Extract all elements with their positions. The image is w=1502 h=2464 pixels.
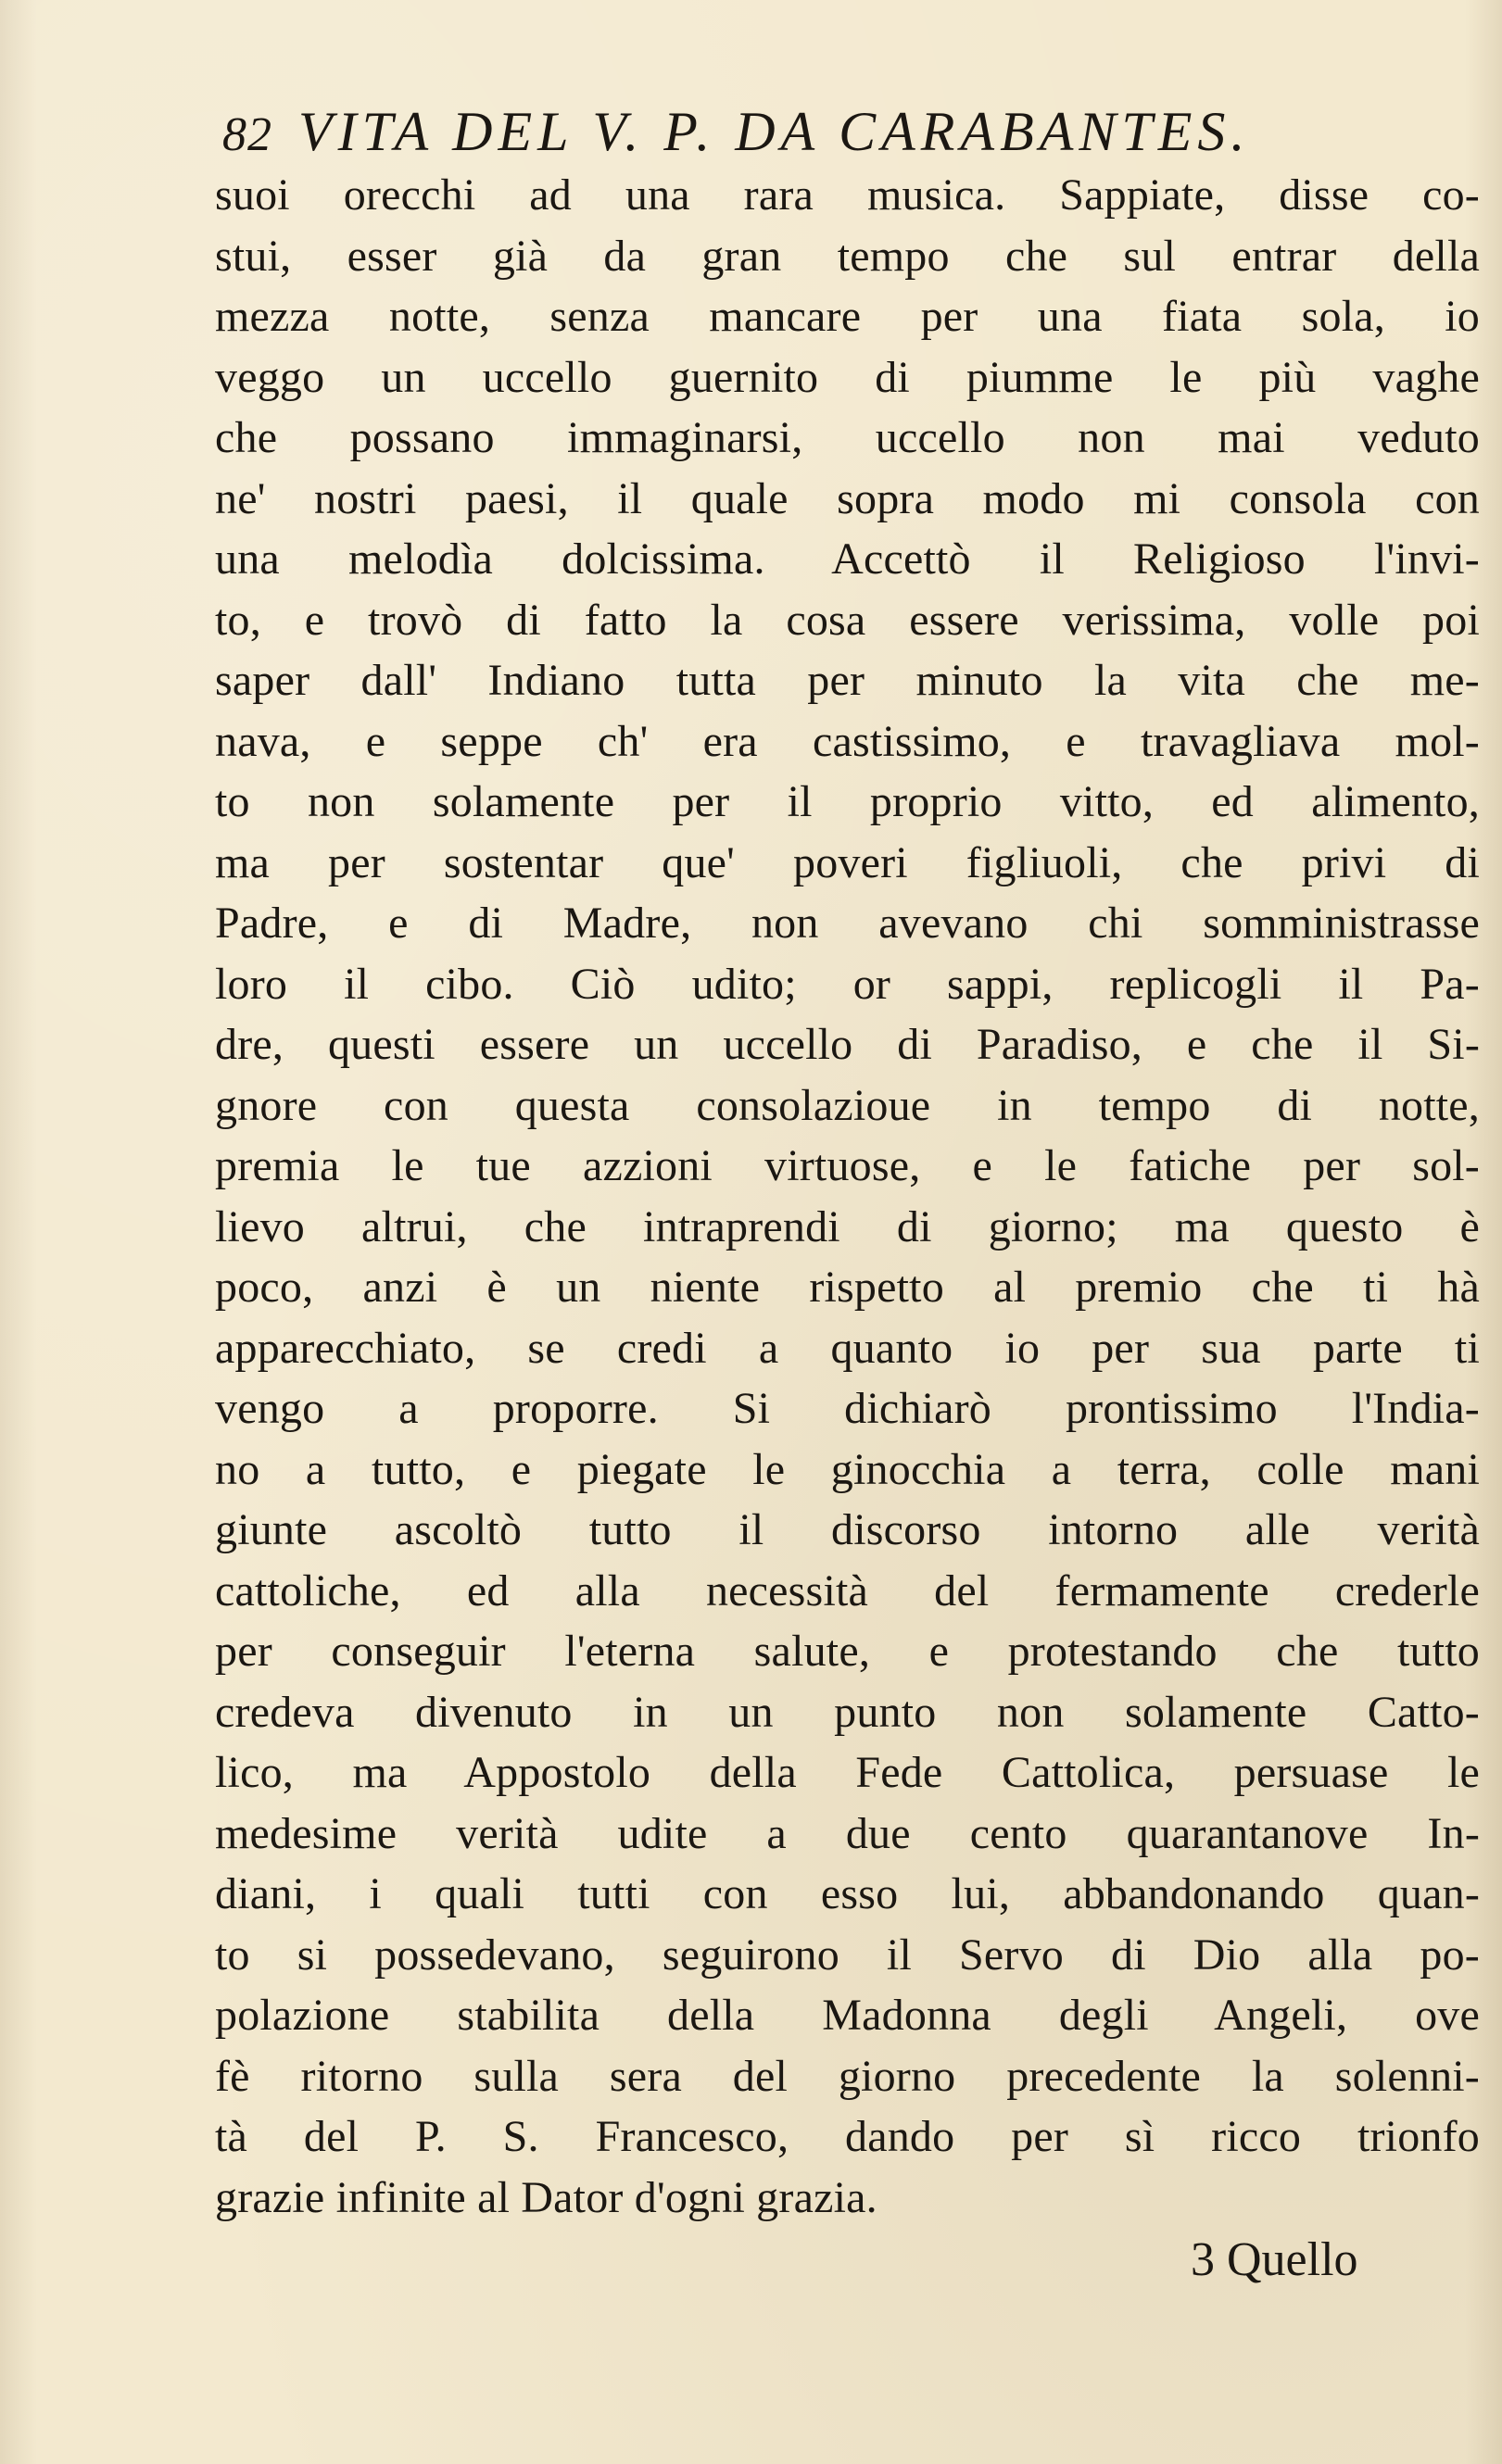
text-line: mezza notte, senza mancare per una fiata sola, io — [215, 292, 1480, 341]
text-line: veggo un uccello guernito di piumme le più vaghe — [215, 352, 1480, 402]
text-line: per conseguir l'eterna salute, e protestando che tutto — [215, 1627, 1480, 1676]
text-line: credeva divenuto in un punto non solamente Catto- — [215, 1687, 1480, 1737]
page-header — [222, 100, 1473, 174]
text-line: nava, e seppe ch' era castissimo, e travagliava mol- — [215, 716, 1480, 766]
text-line: polazione stabilita della Madonna degli Angeli, ove — [215, 1991, 1480, 2040]
text-line: fè ritorno sulla sera del giorno precedente la solenni- — [215, 2051, 1480, 2101]
text-line: stui, esser già da gran tempo che sul entrar della — [215, 231, 1480, 281]
text-line: suoi orecchi ad una rara musica. Sappiate, disse co- — [215, 170, 1480, 220]
text-line: saper dall' Indiano tutta per minuto la vita che me- — [215, 656, 1480, 705]
text-line: vengo a proporre. Si dichiarò prontissimo l'India- — [215, 1384, 1480, 1433]
text-line: cattoliche, ed alla necessità del fermamente crederle — [215, 1565, 1480, 1615]
text-line: lievo altrui, che intraprendi di giorno; ma questo è — [215, 1201, 1480, 1251]
text-line: gnore con questa consolazioue in tempo di notte, — [215, 1080, 1480, 1130]
running-head: VITA DEL V. P. DA CARABANTES. — [298, 101, 1251, 162]
text-line: no a tutto, e piegate le ginocchia a terra, colle mani — [215, 1444, 1480, 1494]
text-line: premia le tue azzioni virtuose, e le fatiche per sol- — [215, 1141, 1480, 1190]
text-line: medesime verità udite a due cento quarantanove In- — [215, 1808, 1480, 1858]
text-line: una melodìa dolcissima. Accettò il Religioso l'invi- — [215, 534, 1480, 584]
text-line: Padre, e di Madre, non avevano chi somministrasse — [215, 899, 1480, 948]
body-text — [215, 165, 1480, 2228]
text-line-last: grazie infinite al Dator d'ogni grazia. — [215, 2172, 877, 2222]
text-line: loro il cibo. Ciò udito; or sappi, replicogli il Pa- — [215, 959, 1480, 1009]
page-number: 82 — [222, 108, 272, 161]
text-line: ne' nostri paesi, il quale sopra modo mi consola con — [215, 473, 1480, 523]
text-line: to, e trovò di fatto la cosa essere verissima, volle poi — [215, 595, 1480, 645]
text-line: to non solamente per il proprio vitto, ed alimento, — [215, 777, 1480, 826]
text-line: to si possedevano, seguirono il Servo di Dio alla po- — [215, 1930, 1480, 1980]
text-line: lico, ma Appostolo della Fede Cattolica, persuase le — [215, 1748, 1480, 1797]
text-line: giunte ascoltò tutto il discorso intorno alle verità — [215, 1505, 1480, 1554]
text-line: tà del P. S. Francesco, dando per sì ricco trionfo — [215, 2112, 1480, 2161]
text-line: che possano immaginarsi, uccello non mai veduto — [215, 413, 1480, 462]
catchword: 3 Quello — [1191, 2233, 1358, 2286]
text-line: ma per sostentar que' poveri figliuoli, che privi di — [215, 837, 1480, 887]
text-line: dre, questi essere un uccello di Paradiso, e che il Si- — [215, 1020, 1480, 1069]
text-line: diani, i quali tutti con esso lui, abbandonando quan- — [215, 1869, 1480, 1918]
text-line: apparecchiato, se credi a quanto io per sua parte ti — [215, 1323, 1480, 1373]
text-line: poco, anzi è un niente rispetto al premio che ti hà — [215, 1263, 1480, 1312]
